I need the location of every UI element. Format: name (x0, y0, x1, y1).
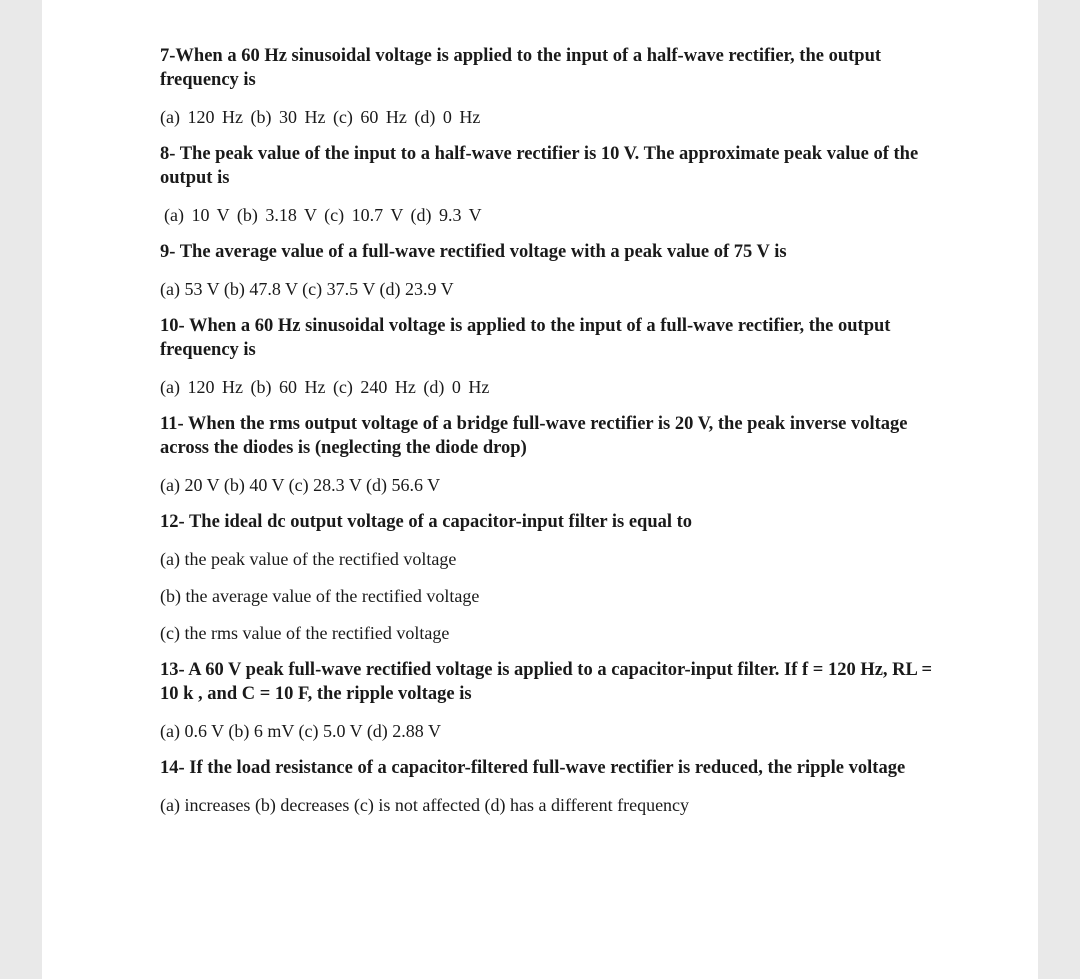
question-10: 10- When a 60 Hz sinusoidal voltage is applied to the input of a full-wave rectifier, the output frequency is (160, 316, 891, 360)
question-12-option-a: (a) the peak value of the rectified voltage (160, 549, 457, 569)
question-12-option-b: (b) the average value of the rectified voltage (160, 586, 480, 606)
question-8: 8- The peak value of the input to a half-wave rectifier is 10 V. The approximate peak value of the output is (160, 144, 919, 188)
question-7: 7-When a 60 Hz sinusoidal voltage is applied to the input of a half-wave rectifier, the output frequency is (160, 46, 882, 90)
question-11: 11- When the rms output voltage of a bridge full-wave rectifier is 20 V, the peak inverse voltage across the diodes is (neglecting the diode drop) (160, 414, 908, 458)
question-7-options: (a) 120 Hz (b) 30 Hz (c) 60 Hz (d) 0 Hz (160, 107, 481, 127)
question-10-options: (a) 120 Hz (b) 60 Hz (c) 240 Hz (d) 0 Hz (160, 377, 490, 397)
question-13-options: (a) 0.6 V (b) 6 mV (c) 5.0 V (d) 2.88 V (160, 721, 441, 741)
question-14-options: (a) increases (b) decreases (c) is not affected (d) has a different frequency (160, 795, 690, 815)
question-12: 12- The ideal dc output voltage of a capacitor-input filter is equal to (160, 512, 693, 532)
question-list (160, 44, 940, 816)
question-12-option-c: (c) the rms value of the rectified voltage (160, 623, 450, 643)
question-14: 14- If the load resistance of a capacitor-filtered full-wave rectifier is reduced, the ripple voltage (160, 758, 906, 778)
question-9: 9- The average value of a full-wave rectified voltage with a peak value of 75 V is (160, 242, 787, 262)
question-9-options: (a) 53 V (b) 47.8 V (c) 37.5 V (d) 23.9 V (160, 279, 454, 299)
document-page (42, 0, 1038, 979)
question-11-options: (a) 20 V (b) 40 V (c) 28.3 V (d) 56.6 V (160, 475, 441, 495)
question-8-options: (a) 10 V (b) 3.18 V (c) 10.7 V (d) 9.3 V (164, 205, 482, 225)
question-13: 13- A 60 V peak full-wave rectified voltage is applied to a capacitor-input filter. If f = 120 Hz, RL = 10 k , and C = 10 F, the ripple voltage is (160, 660, 933, 704)
